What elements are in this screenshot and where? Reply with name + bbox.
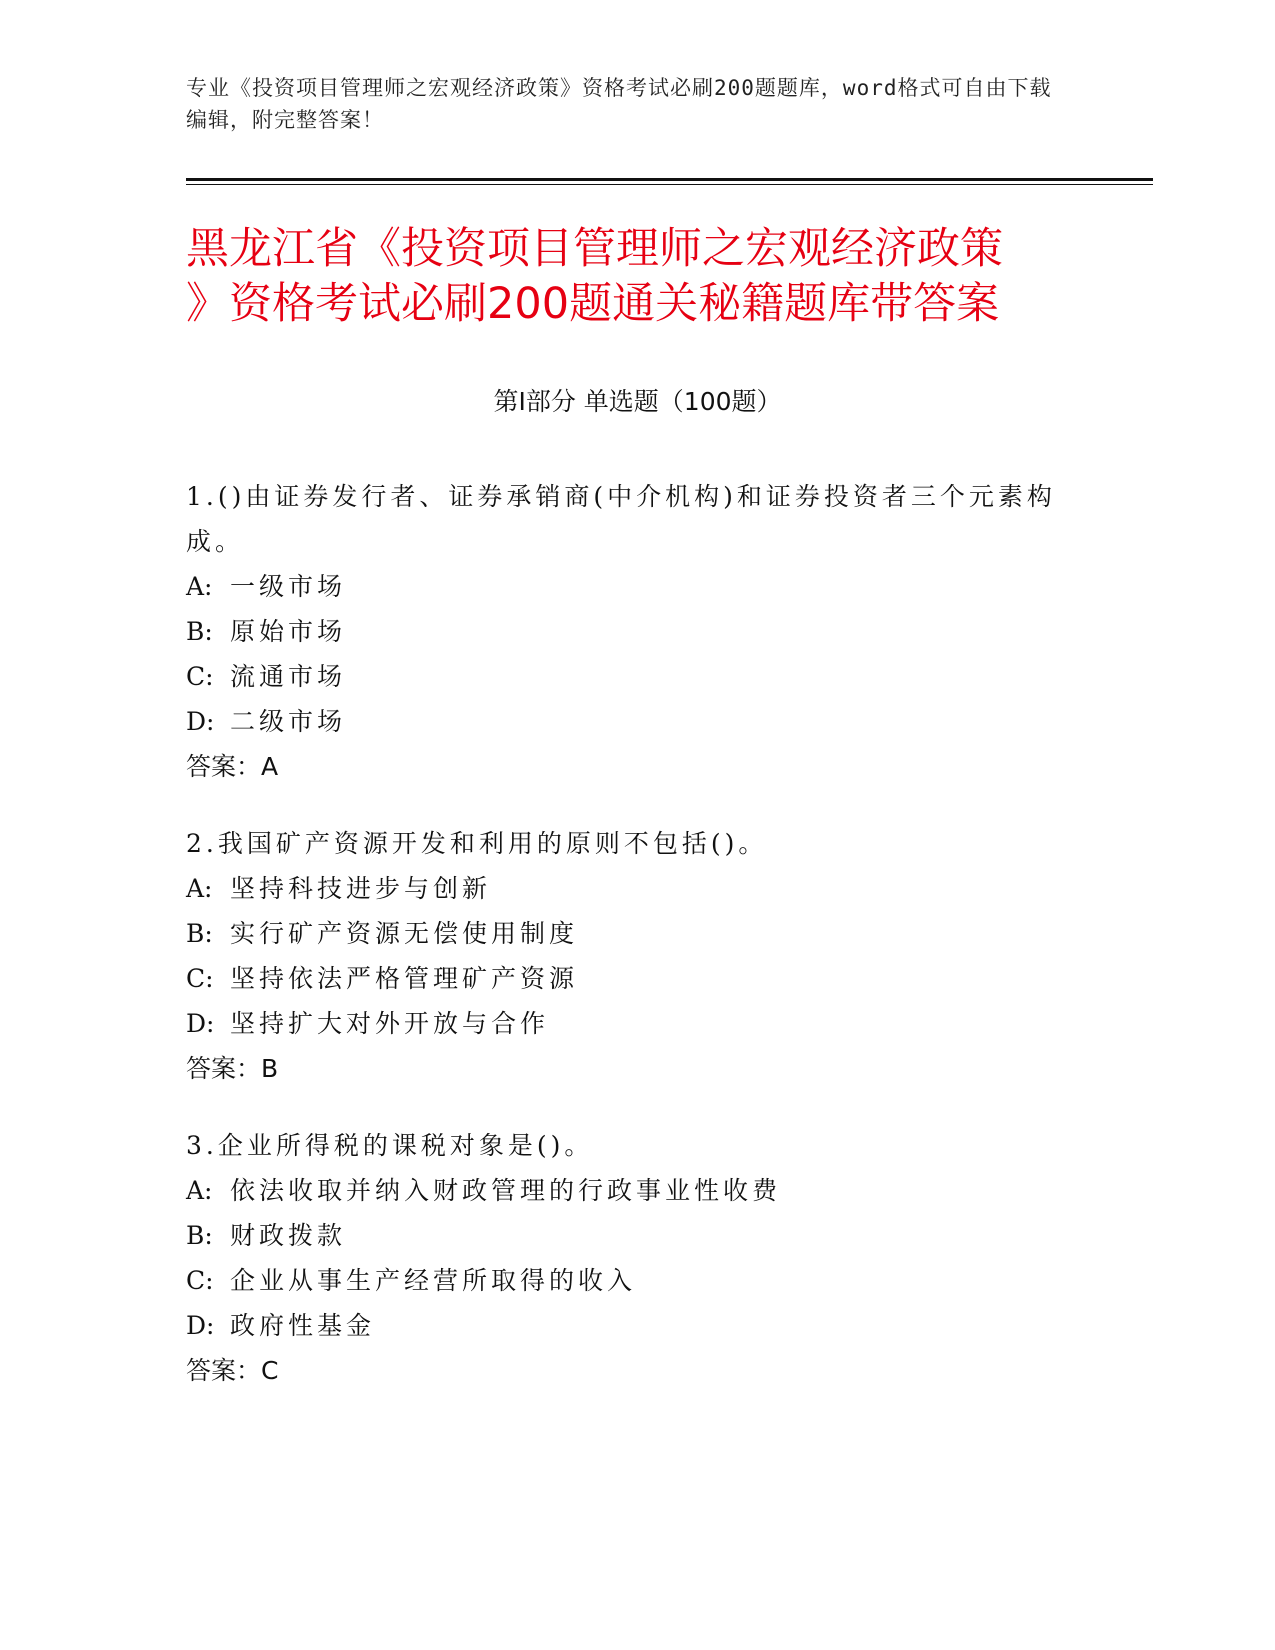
- question-1: [186, 474, 1066, 789]
- option-text: 流通市场: [230, 662, 347, 691]
- option-text: 政府性基金: [230, 1311, 376, 1340]
- answer: 答案：B: [186, 1054, 279, 1083]
- option-text: 原始市场: [230, 617, 347, 646]
- option-text: 财政拨款: [230, 1221, 347, 1250]
- question-list: [186, 474, 1066, 1425]
- option-text: 坚持科技进步与创新: [230, 874, 492, 903]
- header-divider-thick: [186, 178, 1153, 181]
- option-key: B:: [186, 1221, 213, 1250]
- option-a: [186, 564, 1066, 609]
- option-key: A:: [186, 1176, 213, 1205]
- question-stem: 2.我国矿产资源开发和利用的原则不包括()。: [186, 829, 768, 858]
- option-text: 实行矿产资源无偿使用制度: [230, 919, 579, 948]
- option-d: [186, 1001, 1066, 1046]
- question-2: [186, 821, 1066, 1091]
- question-stem: 1.()由证券发行者、证券承销商(中介机构)和证券投资者三个元素构成。: [186, 482, 1056, 556]
- option-key: A:: [186, 874, 213, 903]
- header-note: 专业《投资项目管理师之宏观经济政策》资格考试必刷200题题库，word格式可自由下载编辑，附完整答案！: [186, 76, 1052, 132]
- option-a: [186, 1168, 1066, 1213]
- answer: 答案：C: [186, 1356, 279, 1385]
- option-key: B:: [186, 919, 213, 948]
- option-key: D:: [186, 1311, 215, 1340]
- document-title-line-2: 》资格考试必刷200题通关秘籍题库带答案: [186, 279, 1000, 329]
- option-b: [186, 609, 1066, 654]
- option-c: [186, 956, 1066, 1001]
- option-d: [186, 699, 1066, 744]
- option-b: [186, 1213, 1066, 1258]
- option-a: [186, 866, 1066, 911]
- option-key: C:: [186, 964, 214, 993]
- option-d: [186, 1303, 1066, 1348]
- section-heading: 第Ⅰ部分 单选题（100题）: [493, 387, 782, 416]
- header-divider-thin: [186, 184, 1153, 185]
- option-key: B:: [186, 617, 213, 646]
- option-text: 企业从事生产经营所取得的收入: [230, 1266, 637, 1295]
- document-title: [186, 222, 1086, 332]
- answer: 答案：A: [186, 752, 279, 781]
- option-key: D:: [186, 1009, 215, 1038]
- option-text: 依法收取并纳入财政管理的行政事业性收费: [230, 1176, 782, 1205]
- option-text: 一级市场: [230, 572, 347, 601]
- question-stem: 3.企业所得税的课税对象是()。: [186, 1131, 594, 1160]
- option-key: C:: [186, 1266, 214, 1295]
- option-key: D:: [186, 707, 215, 736]
- option-c: [186, 1258, 1066, 1303]
- option-b: [186, 911, 1066, 956]
- option-key: A:: [186, 572, 213, 601]
- document-title-line-1: 黑龙江省《投资项目管理师之宏观经济政策: [186, 224, 1003, 274]
- option-text: 坚持依法严格管理矿产资源: [230, 964, 579, 993]
- option-text: 二级市场: [230, 707, 347, 736]
- option-key: C:: [186, 662, 214, 691]
- option-text: 坚持扩大对外开放与合作: [230, 1009, 550, 1038]
- option-c: [186, 654, 1066, 699]
- question-3: [186, 1123, 1066, 1393]
